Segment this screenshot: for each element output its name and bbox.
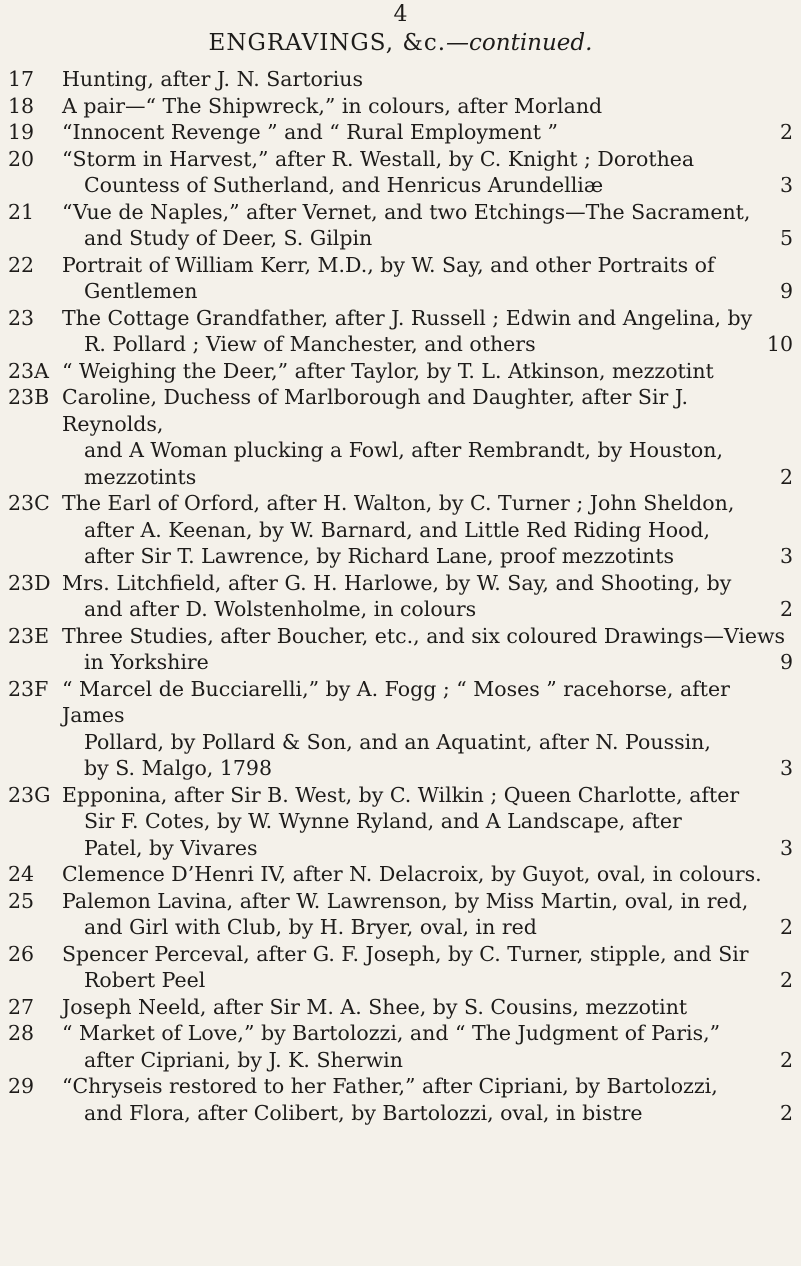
- lot-number: 17: [8, 67, 35, 91]
- lot-description-line: [62, 1073, 793, 1100]
- lot-entry: [0, 1073, 801, 1126]
- lot-description-text: Patel, by Vivares: [84, 835, 258, 860]
- lot-description-text: Sir F. Cotes, by W. Wynne Ryland, and A Landscape, after: [84, 809, 682, 833]
- lot-number: 23F: [8, 676, 49, 701]
- lot-entry: [0, 941, 801, 994]
- lot-quantity: 9: [779, 279, 793, 303]
- lot-description-text: Robert Peel: [84, 968, 206, 992]
- lot-description-text: The Cottage Grandfather, after J. Russell ; Edwin and Angelina, by: [62, 305, 753, 330]
- lot-quantity: 2: [779, 1100, 793, 1125]
- lot-description-text: A pair—“ The Shipwreck,” in colours, after Morland: [62, 93, 603, 118]
- page-number: 4: [393, 2, 408, 27]
- lot-number: 25: [8, 888, 35, 913]
- lot-description-line: [62, 331, 793, 358]
- lot-entry: [0, 782, 801, 862]
- lot-description-text: Mrs. Litchfield, after G. H. Harlowe, by W. Say, and Shooting, by: [62, 570, 732, 595]
- lot-list: [0, 66, 801, 1126]
- lot-description-line: [62, 1020, 793, 1047]
- lot-description-line: [62, 1100, 793, 1127]
- lot-description-text: and Study of Deer, S. Gilpin: [84, 226, 373, 250]
- lot-entry: [0, 252, 801, 305]
- lot-description-text: Pollard, by Pollard & Son, and an Aquatint, after N. Poussin,: [84, 729, 711, 754]
- lot-description-text: R. Pollard ; View of Manchester, and others: [84, 332, 536, 356]
- lot-entry: [0, 570, 801, 623]
- section-heading: [0, 30, 801, 56]
- lot-description-text: after Cipriani, by J. K. Sherwin: [84, 1047, 403, 1072]
- lot-entry: [0, 146, 801, 199]
- lot-entry: [0, 199, 801, 252]
- lot-quantity: 3: [779, 756, 793, 780]
- lot-entry: [0, 305, 801, 358]
- lot-description-line: [62, 596, 793, 623]
- lot-quantity: 2: [779, 1047, 793, 1072]
- lot-description-line: [62, 119, 793, 146]
- lot-description-line: [62, 782, 793, 809]
- lot-entry: [0, 994, 801, 1021]
- lot-description-line: [62, 729, 793, 756]
- lot-description-text: The Earl of Orford, after H. Walton, by C. Turner ; John Sheldon,: [62, 491, 735, 515]
- lot-description-line: [62, 464, 793, 491]
- lot-description-line: [62, 1047, 793, 1074]
- lot-description-line: [62, 490, 793, 517]
- lot-description-text: mezzotints: [84, 464, 197, 489]
- lot-number: 26: [8, 941, 35, 966]
- lot-number: 23: [8, 305, 35, 330]
- lot-entry: [0, 1020, 801, 1073]
- lot-number: 22: [8, 252, 35, 277]
- lot-description-text: after Sir T. Lawrence, by Richard Lane, proof mezzotints: [84, 544, 675, 568]
- lot-number: 23D: [8, 570, 51, 595]
- lot-quantity: 3: [779, 544, 793, 568]
- lot-number: 23E: [8, 623, 50, 648]
- lot-description-text: Spencer Perceval, after G. F. Joseph, by C. Turner, stipple, and Sir: [62, 941, 749, 966]
- lot-entry: [0, 676, 801, 782]
- lot-number: 28: [8, 1021, 35, 1045]
- lot-description-text: “Storm in Harvest,” after R. Westall, by C. Knight ; Dorothea: [62, 146, 695, 171]
- lot-description-text: Palemon Lavina, after W. Lawrenson, by Miss Martin, oval, in red,: [62, 888, 749, 913]
- lot-quantity: 2: [779, 968, 793, 992]
- heading-title: ENGRAVINGS, &c.: [208, 30, 447, 56]
- lot-number: 23G: [8, 782, 51, 807]
- lot-description-line: [62, 967, 793, 994]
- lot-description-text: in Yorkshire: [84, 650, 209, 674]
- lot-description-line: [62, 623, 793, 650]
- lot-description-line: [62, 676, 793, 729]
- lot-description-line: [62, 517, 793, 544]
- lot-description-text: “ Market of Love,” by Bartolozzi, and “ The Judgment of Paris,”: [62, 1021, 721, 1045]
- lot-description-text: Hunting, after J. N. Sartorius: [62, 67, 363, 91]
- lot-description-line: [62, 808, 793, 835]
- lot-description-text: Epponina, after Sir B. West, by C. Wilkin ; Queen Charlotte, after: [62, 782, 740, 807]
- lot-description-line: [62, 146, 793, 173]
- lot-description-line: [62, 66, 793, 93]
- lot-description-line: [62, 278, 793, 305]
- lot-description-text: Caroline, Duchess of Marlborough and Daughter, after Sir J. Reynolds,: [62, 385, 688, 436]
- lot-entry: [0, 888, 801, 941]
- lot-quantity: 2: [779, 120, 793, 144]
- lot-description-line: [62, 305, 793, 332]
- lot-description-line: [62, 437, 793, 464]
- lot-description-text: and after D. Wolstenholme, in colours: [84, 597, 477, 621]
- lot-description-line: [62, 225, 793, 252]
- lot-number: 19: [8, 120, 35, 144]
- lot-description-line: [62, 888, 793, 915]
- lot-description-text: “Chryseis restored to her Father,” after Cipriani, by Bartolozzi,: [62, 1074, 718, 1098]
- lot-description-text: Portrait of William Kerr, M.D., by W. Say, and other Portraits of: [62, 252, 715, 277]
- lot-entry: [0, 623, 801, 676]
- lot-entry: [0, 66, 801, 93]
- lot-description-text: “ Marcel de Bucciarelli,” by A. Fogg ; “ Moses ” racehorse, after James: [62, 676, 730, 727]
- lot-description-text: by S. Malgo, 1798: [84, 756, 273, 780]
- lot-description-line: [62, 358, 793, 385]
- lot-quantity: 2: [779, 597, 793, 621]
- lot-number: 29: [8, 1074, 35, 1098]
- lot-entry: [0, 861, 801, 888]
- lot-number: 23C: [8, 491, 50, 515]
- lot-quantity: 9: [779, 650, 793, 674]
- lot-description-line: [62, 384, 793, 437]
- lot-description-line: [62, 755, 793, 782]
- lot-entry: [0, 490, 801, 570]
- lot-entry: [0, 384, 801, 490]
- lot-description-line: [62, 914, 793, 941]
- lot-entry: [0, 119, 801, 146]
- lot-description-line: [62, 861, 793, 888]
- lot-number: 23B: [8, 385, 50, 409]
- lot-description-line: [62, 93, 793, 120]
- lot-description-text: Gentlemen: [84, 279, 198, 303]
- lot-number: 20: [8, 146, 35, 171]
- lot-description-text: Joseph Neeld, after Sir M. A. Shee, by S. Cousins, mezzotint: [62, 994, 688, 1019]
- lot-quantity: 10: [766, 332, 793, 356]
- lot-description-text: “Vue de Naples,” after Vernet, and two Etchings—The Sacrament,: [62, 199, 751, 224]
- lot-description-text: and Girl with Club, by H. Bryer, oval, in red: [84, 915, 537, 939]
- lot-quantity: 5: [779, 226, 793, 250]
- lot-entry: [0, 93, 801, 120]
- lot-description-line: [62, 252, 793, 279]
- lot-description-text: “ Weighing the Deer,” after Taylor, by T. L. Atkinson, mezzotint: [62, 358, 714, 383]
- lot-description-text: after A. Keenan, by W. Barnard, and Little Red Riding Hood,: [84, 517, 711, 542]
- lot-description-text: “Innocent Revenge ” and “ Rural Employment ”: [62, 120, 558, 144]
- lot-description-line: [62, 570, 793, 597]
- lot-entry: [0, 358, 801, 385]
- heading-continued: —continued.: [446, 30, 593, 56]
- lot-quantity: 2: [779, 464, 793, 489]
- lot-description-line: [62, 941, 793, 968]
- lot-quantity: 3: [779, 835, 793, 860]
- lot-description-line: [62, 199, 793, 226]
- lot-description-text: and Flora, after Colibert, by Bartolozzi, oval, in bistre: [84, 1100, 643, 1125]
- lot-quantity: 3: [779, 173, 793, 197]
- lot-number: 18: [8, 93, 35, 118]
- lot-number: 24: [8, 862, 35, 886]
- lot-description-line: [62, 543, 793, 570]
- lot-description-line: [62, 994, 793, 1021]
- lot-description-text: Clemence D’Henri IV, after N. Delacroix, by Guyot, oval, in colours.: [62, 862, 762, 886]
- lot-description-text: Countess of Sutherland, and Henricus Arundelliæ: [84, 173, 604, 197]
- lot-description-text: Three Studies, after Boucher, etc., and six coloured Drawings—Views: [62, 623, 786, 648]
- lot-number: 21: [8, 199, 35, 224]
- lot-description-line: [62, 649, 793, 676]
- lot-quantity: 2: [779, 915, 793, 939]
- lot-description-line: [62, 172, 793, 199]
- lot-description-line: [62, 835, 793, 862]
- lot-number: 27: [8, 994, 35, 1019]
- lot-number: 23A: [8, 358, 49, 383]
- lot-description-text: and A Woman plucking a Fowl, after Rembrandt, by Houston,: [84, 438, 723, 462]
